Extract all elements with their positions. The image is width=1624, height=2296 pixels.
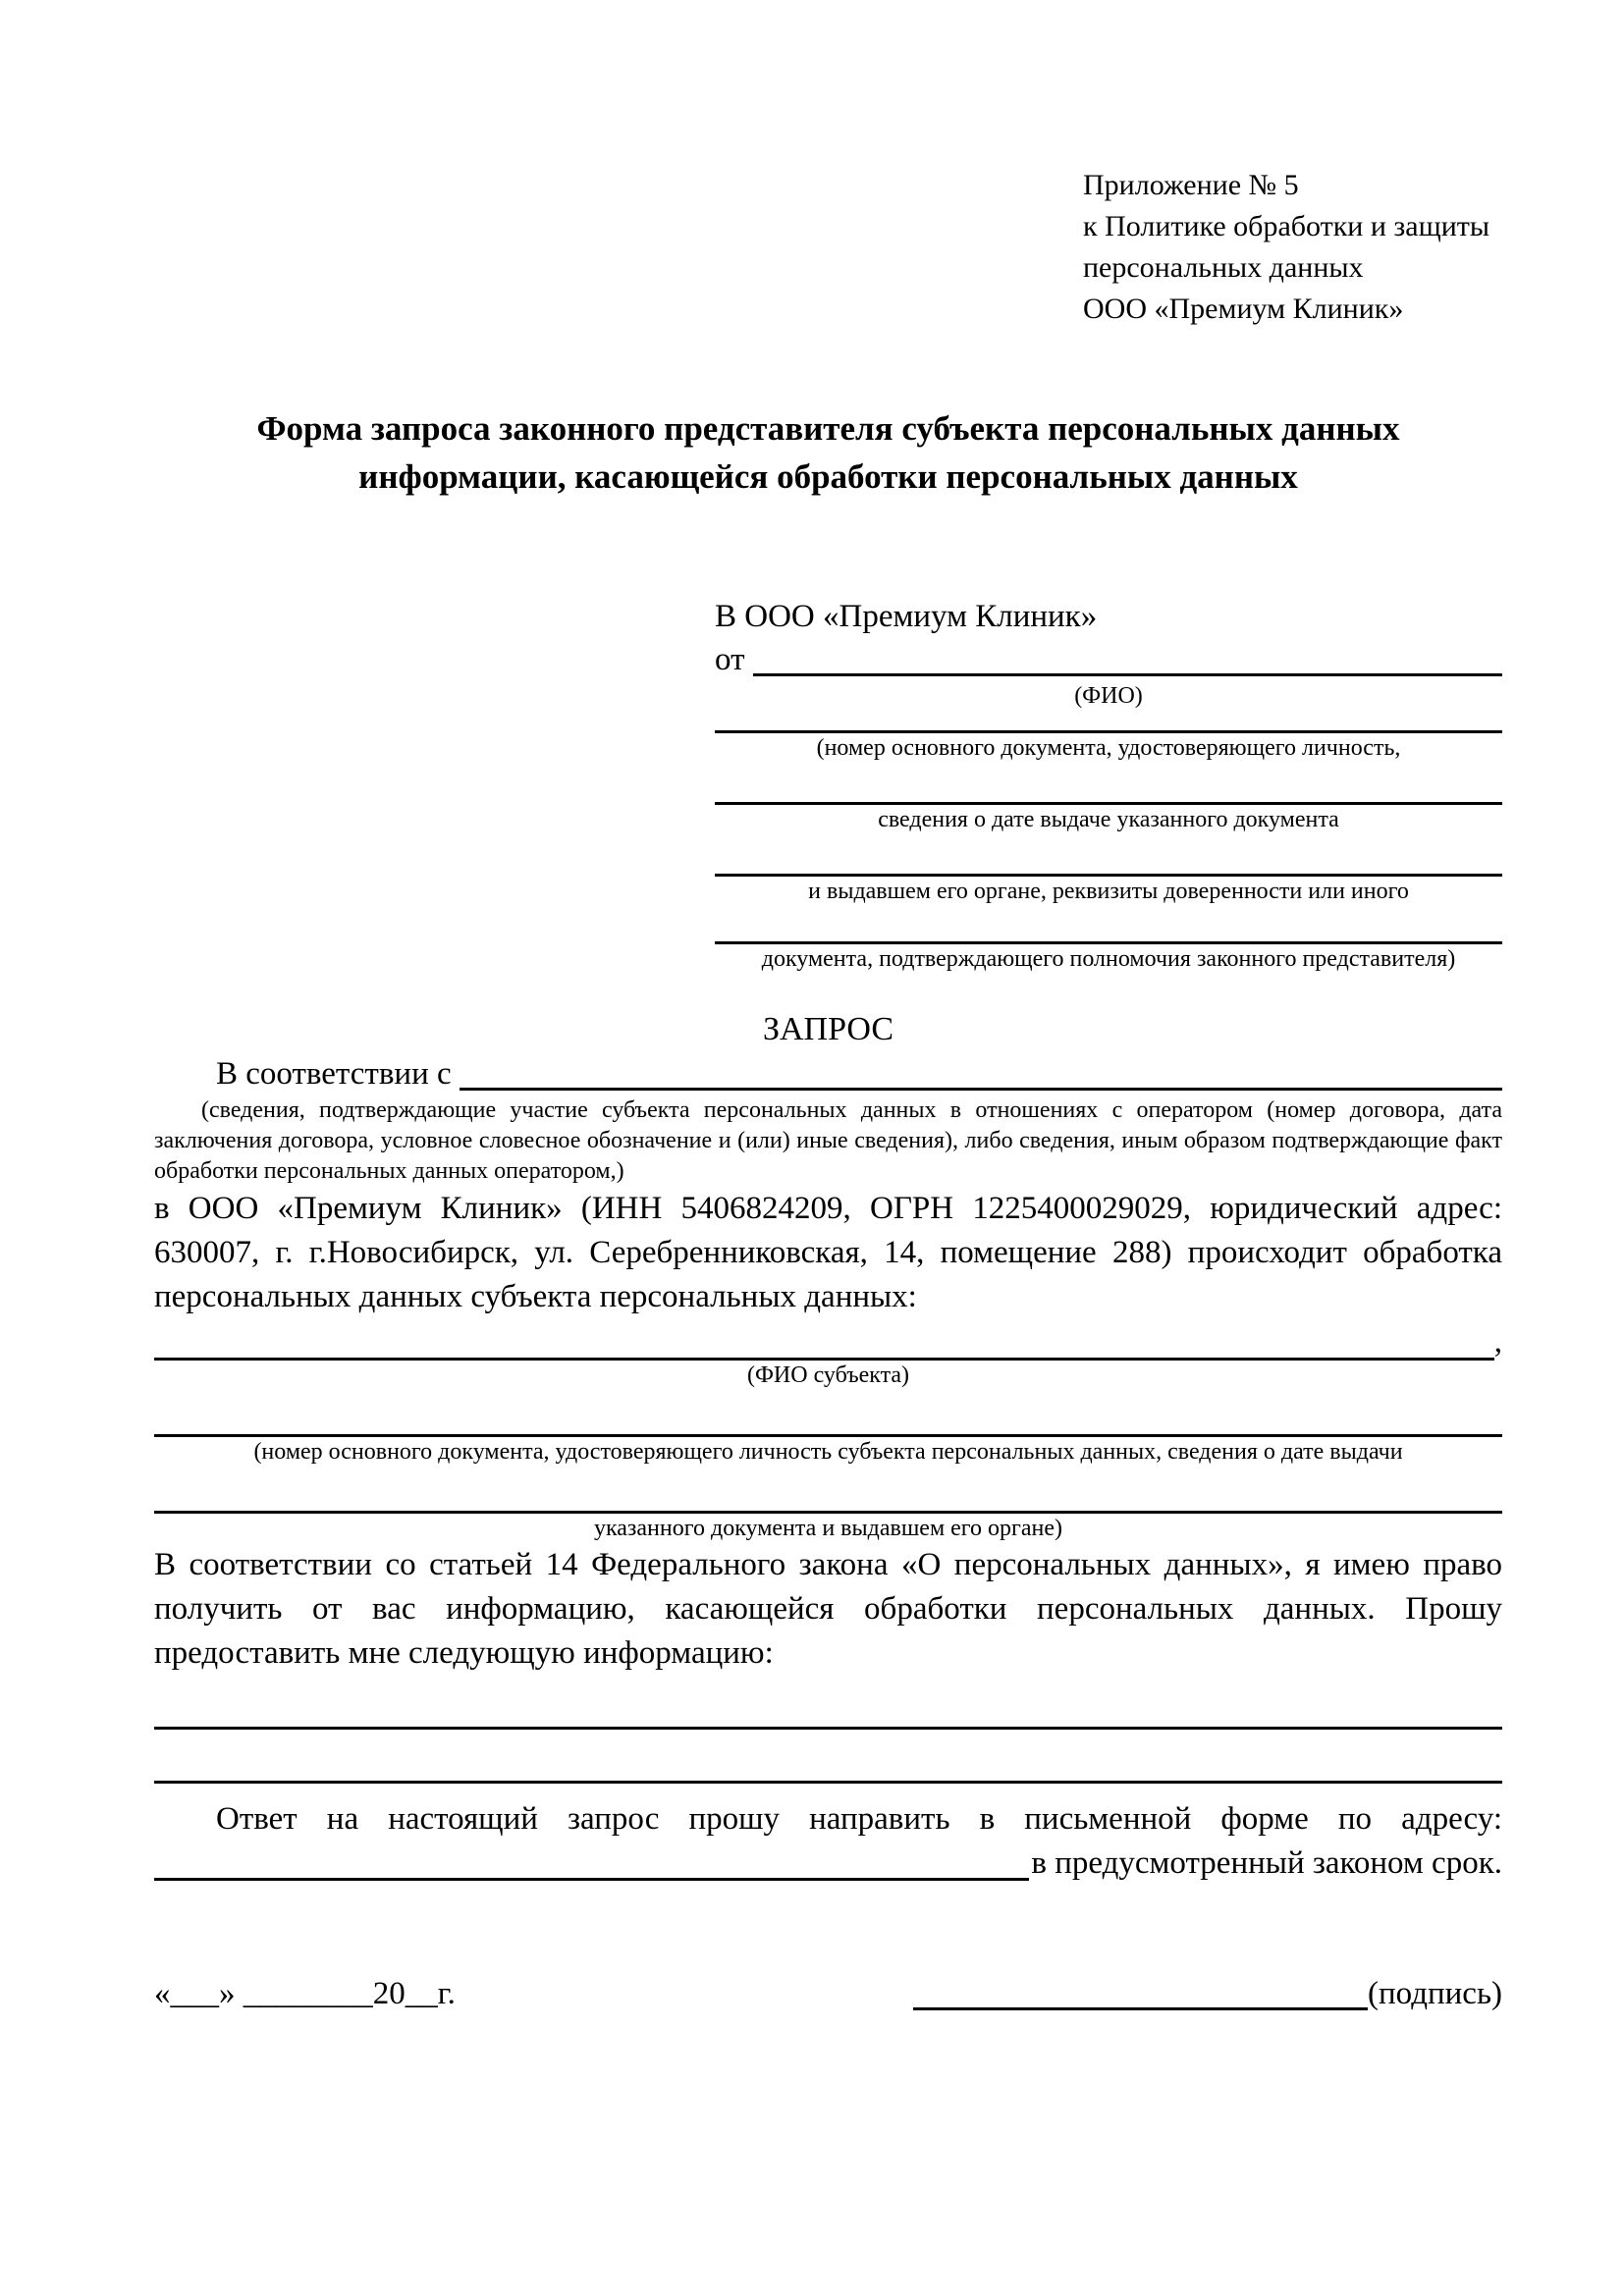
intro-label: В соответствии с (216, 1056, 452, 1092)
request-intro-row (154, 1052, 1502, 1095)
reply-tail: в предусмотренный законом срок. (1031, 1845, 1502, 1881)
representative-doc-field (715, 711, 1502, 763)
request-heading: ЗАПРОС (762, 1011, 894, 1047)
operator-paragraph: в ООО «Премиум Клиник» (ИНН 5406824209, ОГРН 1225400029029, юридический адрес: 630007, г. г.Новосибирск, ул. Серебренниковская, 14, помещение 288) происходит обработка персональных данных субъекта персональных данных: (154, 1191, 1502, 1314)
from-label: от (715, 642, 745, 677)
annex-block (1083, 165, 1502, 330)
date-blank: «___» ________20__г. (154, 1976, 456, 2011)
fill-line (154, 1878, 1029, 1881)
subject-fio-row (154, 1319, 1502, 1361)
signature-area (913, 1972, 1502, 2015)
fill-line (715, 763, 1502, 805)
signature-row (154, 1972, 1502, 2015)
representative-doc-field (715, 906, 1502, 974)
representative-doc-field (715, 834, 1502, 906)
subject-doc-caption: (номер основного документа, удостоверяющего личность субъекта персональных данных, сведения о дате выдачи (253, 1439, 1403, 1465)
subject-fio-caption: (ФИО субъекта) (746, 1362, 910, 1388)
law-paragraph: В соответствии со статьей 14 Федерального закона «О персональных данных», я имею право получить от вас информацию, касающейся обработки персональных данных. Прошу предоставить мне следующую информацию: (154, 1547, 1502, 1671)
annex-line: ООО «Премиум Клиник» (1083, 293, 1404, 325)
annex-line: Приложение № 5 (1083, 169, 1299, 201)
field-caption: и выдавшем его органе, реквизиты доверенности или иного (808, 879, 1409, 904)
document-content (154, 0, 1502, 2015)
fill-line (154, 1730, 1502, 1784)
fill-line (154, 1676, 1502, 1730)
field-caption: (номер основного документа, удостоверяющего личность, (816, 735, 1401, 761)
signature-caption: (подпись) (1368, 1976, 1502, 2011)
trailing-comma: , (1493, 1324, 1502, 1360)
reply-address-row (154, 1842, 1502, 1886)
annex-line: персональных данных (1083, 251, 1364, 284)
reply-paragraph: Ответ на настоящий запрос прошу направить в письменной форме по адресу: (216, 1801, 1502, 1837)
field-caption: документа, подтверждающего полномочия законного представителя) (761, 946, 1456, 972)
fill-line (715, 906, 1502, 944)
addressee-block (715, 595, 1502, 974)
fill-line (460, 1088, 1502, 1091)
annex-line: к Политике обработки и защиты (1083, 210, 1490, 242)
fill-line (715, 711, 1502, 733)
field-caption: сведения о дате выдаче указанного документа (878, 807, 1339, 832)
subject-doc-caption: указанного документа и выдавшем его органе) (593, 1516, 1063, 1541)
page-title (154, 404, 1502, 501)
addressee-to: В ООО «Премиум Клиник» (715, 599, 1098, 634)
addressee-from-row (715, 638, 1502, 681)
fio-caption: (ФИО) (1074, 683, 1143, 709)
from-fill-line (753, 673, 1503, 676)
signature-fill-line (913, 2007, 1368, 2010)
page-title-line-1: Форма запроса законного представителя субъекта персональных данных (256, 409, 1400, 448)
subject-doc-row (154, 1467, 1502, 1514)
intro-caption: (сведения, подтверждающие участие субъекта персональных данных в отношениях с оператором (номер договора, дата заключения договора, условное словесное обозначение и (или) иные сведения), либо сведения, иным образом подтверждающие факт обработки персональных данных оператором,) (154, 1097, 1502, 1184)
representative-doc-field (715, 763, 1502, 834)
fill-line (715, 834, 1502, 877)
subject-doc-row (154, 1390, 1502, 1437)
page-title-line-2: информации, касающейся обработки персональных данных (358, 457, 1298, 496)
